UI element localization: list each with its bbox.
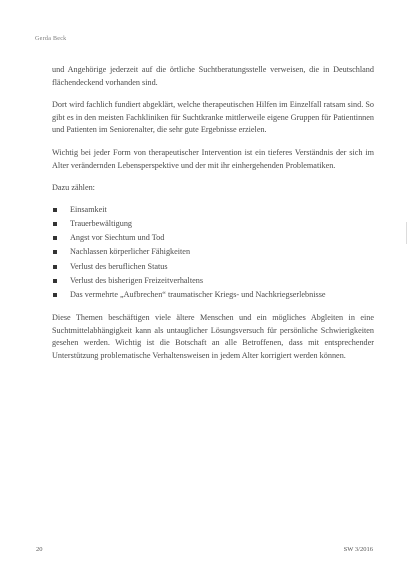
list-item-text: Angst vor Siechtum und Tod bbox=[70, 233, 165, 243]
list-item bbox=[52, 203, 374, 217]
list-item bbox=[52, 217, 374, 231]
topic-list bbox=[52, 203, 374, 302]
list-intro: Dazu zählen: bbox=[52, 183, 95, 193]
list-item-text: Verlust des bisherigen Freizeitverhaltens bbox=[70, 275, 204, 285]
list-item-text: Verlust des beruflichen Status bbox=[70, 261, 168, 271]
paragraph-3: Wichtig bei jeder Form von therapeutischer Intervention ist ein tieferes Verständnis der sich im Alter verändernden Lebensperspektive und der mit ihr einhergehenden Problematiken. bbox=[52, 147, 374, 170]
list-item-text: Einsamkeit bbox=[70, 204, 107, 214]
paragraph-1: und Angehörige jederzeit auf die örtliche Suchtberatungsstelle verweisen, die in Deutschland flächendeckend vorhanden sind. bbox=[52, 65, 374, 87]
list-item-text: Trauerbewältigung bbox=[70, 218, 133, 228]
list-item bbox=[52, 231, 374, 245]
paragraph-4: Diese Themen beschäftigen viele ältere Menschen und ein mögliches Abgleiten in eine Suchtmittelabhängigkeit kann als untauglicher Lösungsversuch für persönliche Schwierigkeiten gesehen werden. Wichtig ist die Botschaft an alle Betroffenen, dass mit entsprechender Unterstützung problematische Verhaltensweisen in jedem Alter korrigiert werden können. bbox=[52, 313, 374, 360]
journal-code: SW 3/2016 bbox=[343, 546, 373, 553]
page-content bbox=[52, 64, 374, 373]
list-item bbox=[52, 260, 374, 274]
scan-edge-mark bbox=[402, 222, 407, 244]
list-item-text: Nachlassen körperlicher Fähigkeiten bbox=[70, 247, 191, 257]
paragraph-2: Dort wird fachlich fundiert abgeklärt, welche therapeutischen Hilfen im Einzelfall ratsam sind. So gibt es in den meisten Fachkliniken für Suchtkranke mittlerweile eigene Gruppen für Patientinnen und Patienten im Seniorenalter, die sehr gute Ergebnisse erzielen. bbox=[52, 100, 374, 135]
list-item bbox=[52, 288, 374, 302]
page-number: 20 bbox=[36, 546, 43, 553]
list-item-text: Das vermehrte „Aufbrechen“ traumatischer Kriegs- und Nachkriegserlebnisse bbox=[70, 289, 326, 299]
running-header: Gerda Beck bbox=[35, 36, 67, 42]
list-item bbox=[52, 245, 374, 259]
list-item bbox=[52, 274, 374, 288]
